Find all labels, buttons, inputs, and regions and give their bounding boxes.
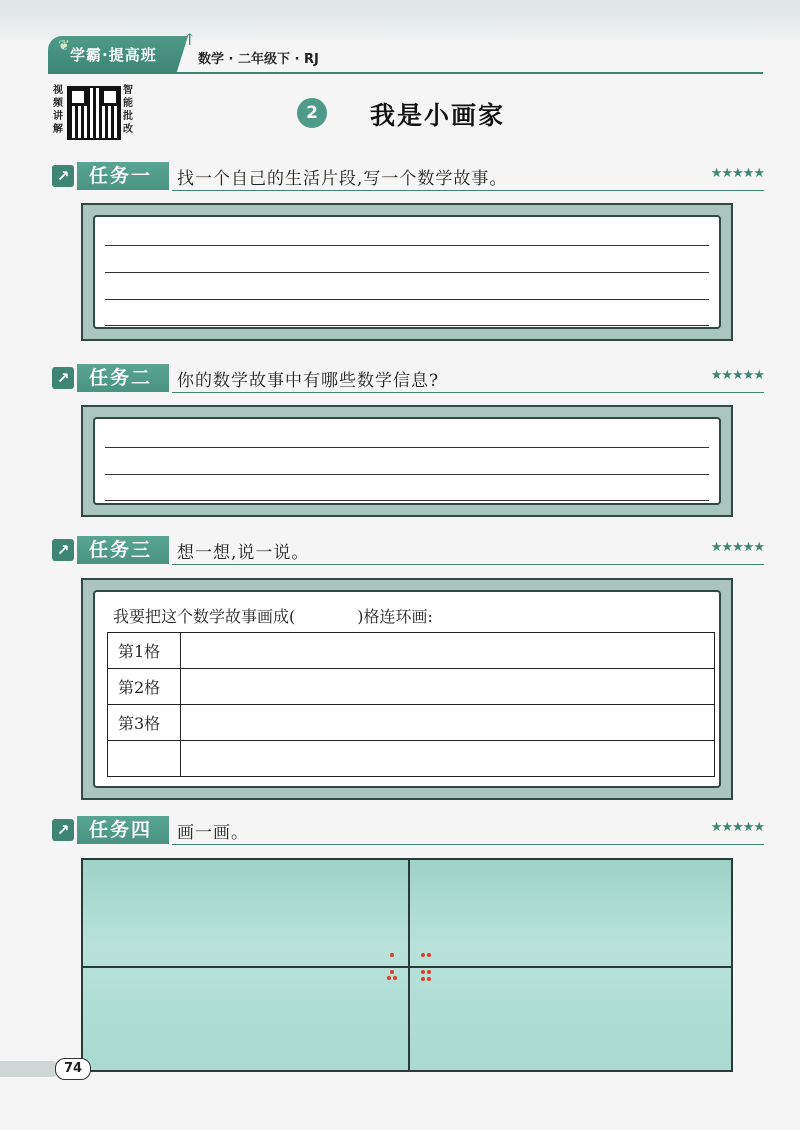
difficulty-stars: ★★★★★ (710, 540, 764, 555)
difficulty-stars: ★★★★★ (710, 820, 764, 835)
page-number: 74 (55, 1058, 91, 1080)
writing-line (105, 474, 709, 475)
task-arrow-icon: ↗ (52, 165, 74, 187)
red-dot (421, 953, 425, 957)
qr-code-icon[interactable] (67, 86, 121, 140)
red-dot (427, 977, 431, 981)
task-3-prompt: 想一想,说一说。 (177, 543, 310, 563)
arrow-up-icon: ↑ (183, 30, 197, 49)
task-2-prompt: 你的数学故事中有哪些数学信息? (177, 371, 440, 391)
task-3-tag: 任务三 (77, 536, 169, 564)
board-horizontal-divider (83, 966, 731, 968)
writing-area[interactable] (93, 215, 721, 329)
panel-label: 第3格 (108, 705, 181, 741)
red-dot (421, 977, 425, 981)
red-dot (393, 976, 397, 980)
plan-prefix: 我要把这个数学故事画成( (113, 607, 296, 626)
task-arrow-icon: ↗ (52, 539, 74, 561)
task-rule (172, 844, 764, 845)
plan-suffix: )格连环画: (357, 607, 433, 626)
task-1-writing-box (81, 203, 733, 341)
task-4-tag: 任务四 (77, 816, 169, 844)
task-3-box (81, 578, 733, 800)
task-1-header (52, 162, 764, 192)
table-row (108, 669, 715, 705)
task-arrow-icon: ↗ (52, 367, 74, 389)
red-dot (387, 976, 391, 980)
red-dot (427, 953, 431, 957)
board-vertical-divider (408, 860, 410, 1070)
red-dot (390, 970, 394, 974)
table-row (108, 705, 715, 741)
table-row (108, 741, 715, 777)
task-2-writing-box (81, 405, 733, 517)
comic-plan-sentence (113, 604, 433, 627)
header-rule (48, 72, 763, 74)
brand-name: 学霸·提高班 (70, 46, 157, 64)
leaf-icon: ❦ (58, 38, 70, 54)
page-number-band (0, 1061, 60, 1077)
panel-label[interactable] (108, 741, 181, 777)
top-band (0, 0, 800, 40)
writing-line (105, 299, 709, 300)
table-row (108, 633, 715, 669)
panel-content-cell[interactable] (181, 633, 715, 669)
red-dot (390, 953, 394, 957)
panel-label: 第2格 (108, 669, 181, 705)
lesson-title: 我是小画家 (370, 101, 506, 130)
writing-area[interactable] (93, 417, 721, 505)
qr-caption-left: 视频讲解 (53, 85, 63, 135)
writing-line (105, 447, 709, 448)
book-info: 数学 · 二年级下 · RJ (198, 52, 319, 67)
panel-content-cell[interactable] (181, 669, 715, 705)
task-4-header (52, 816, 764, 846)
difficulty-stars: ★★★★★ (710, 368, 764, 383)
drawing-board[interactable] (81, 858, 733, 1072)
task-2-tag: 任务二 (77, 364, 169, 392)
panel-label: 第1格 (108, 633, 181, 669)
panel-content-cell[interactable] (181, 705, 715, 741)
task-3-inner (93, 590, 721, 788)
task-1-prompt: 找一个自己的生活片段,写一个数学故事。 (177, 169, 508, 189)
lesson-number-badge: 2 (297, 98, 327, 128)
writing-line (105, 500, 709, 501)
difficulty-stars: ★★★★★ (710, 166, 764, 181)
task-1-tag: 任务一 (77, 162, 169, 190)
task-arrow-icon: ↗ (52, 819, 74, 841)
qr-caption-right: 智能批改 (123, 85, 133, 135)
red-dot (421, 970, 425, 974)
panel-content-cell[interactable] (181, 741, 715, 777)
task-3-header (52, 536, 764, 566)
comic-panel-table (107, 632, 715, 777)
task-4-prompt: 画一画。 (177, 823, 249, 843)
writing-line (105, 325, 709, 326)
task-rule (172, 564, 764, 565)
writing-line (105, 272, 709, 273)
task-rule (172, 392, 764, 393)
task-rule (172, 190, 764, 191)
task-2-header (52, 364, 764, 394)
red-dot (427, 970, 431, 974)
writing-line (105, 245, 709, 246)
